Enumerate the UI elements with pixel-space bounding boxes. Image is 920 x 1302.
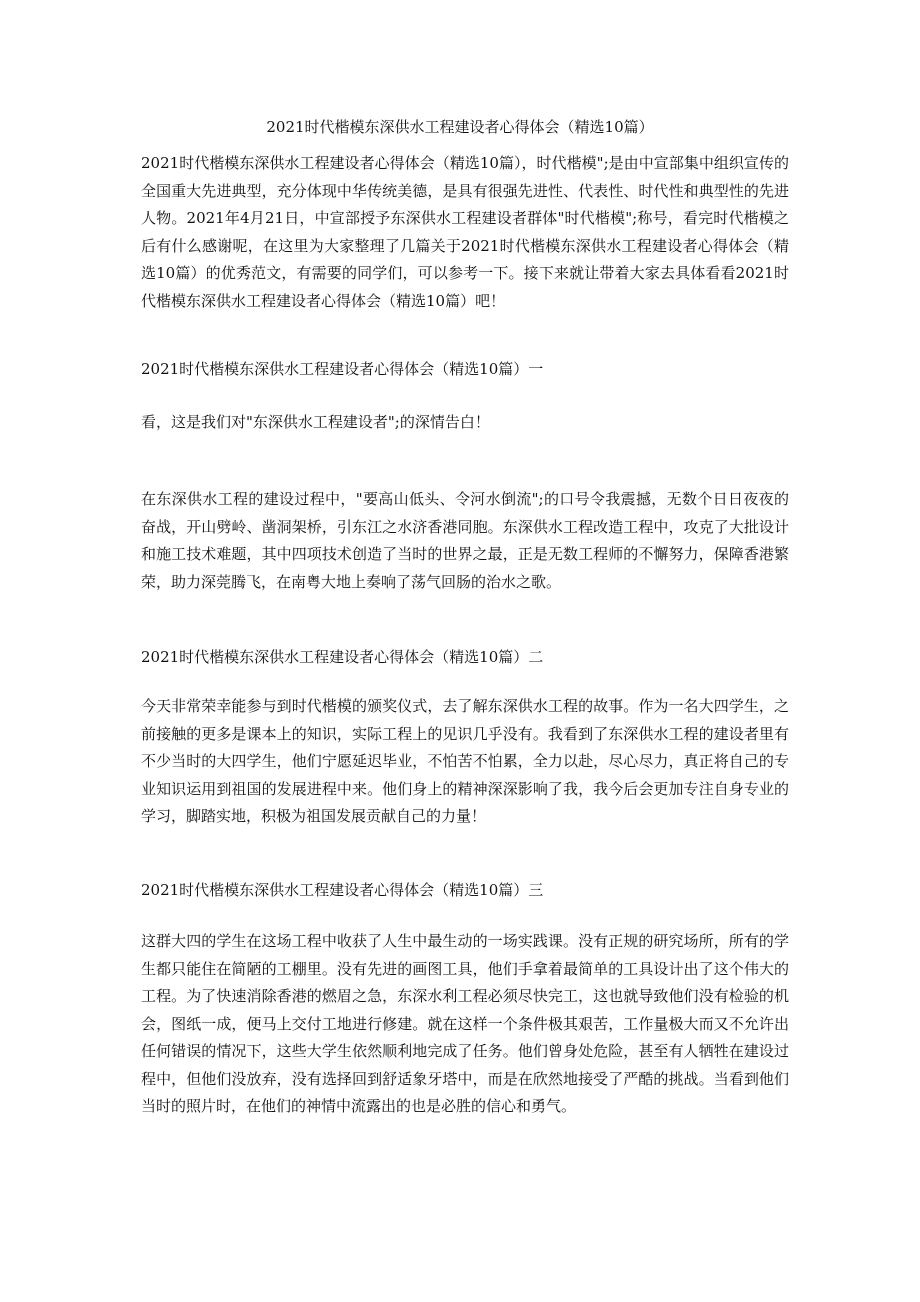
section-2-paragraph-1: 今天非常荣幸能参与到时代楷模的颁奖仪式，去了解东深供水工程的故事。作为一名大四学生，之前接触的更多是课本上的知识，实际工程上的见识几乎没有。我看到了东深供水工程的建设者里有不少当时的大四学生，他们宁愿延迟毕业，不怕苦不怕累，全力以赴，尽心尽力，真正将自己的专业知识运用到祖国的发展进程中来。他们身上的精神深深影响了我，我今后会更加专注自身专业的学习，脚踏实地，积极为祖国发展贡献自己的力量！ (141, 697, 789, 825)
document-title: 2021时代楷模东深供水工程建设者心得体会（精选10篇） (266, 118, 654, 136)
section-3-paragraph-1: 这群大四的学生在这场工程中收获了人生中最生动的一场实践课。没有正规的研究场所，所有的学生都只能住在简陋的工棚里。没有先进的画图工具，他们手拿着最简单的工具设计出了这个伟大的工程。为了快速消除香港的燃眉之急，东深水利工程必须尽快完工，这也就导致他们没有检验的机会，图纸一成，便马上交付工地进行修建。就在这样一个条件极其艰苦，工作量极大而又不允许出任何错误的情况下，这些大学生依然顺利地完成了任务。他们曾身处危险，甚至有人牺牲在建设过程中，但他们没放弃，没有选择回到舒适象牙塔中，而是在欣然地接受了严酷的挑战。当看到他们当时的照片时，在他们的神情中流露出的也是必胜的信心和勇气。 (141, 932, 789, 1115)
section-heading-1: 2021时代楷模东深供水工程建设者心得体会（精选10篇）一 (141, 360, 544, 378)
section-heading-3: 2021时代楷模东深供水工程建设者心得体会（精选10篇）三 (141, 881, 544, 899)
intro-paragraph: 2021时代楷模东深供水工程建设者心得体会（精选10篇），时代楷模";是由中宣部集中组织宣传的全国重大先进典型，充分体现中华传统美德，是具有很强先进性、代表性、时代性和典型性的先进人物。2021年4月21日，中宣部授予东深供水工程建设者群体"时代楷模";称号，看完时代楷模之后有什么感谢呢，在这里为大家整理了几篇关于2021时代楷模东深供水工程建设者心得体会（精选10篇）的优秀范文，有需要的同学们，可以参考一下。接下来就让带着大家去具体看看2021时代楷模东深供水工程建设者心得体会（精选10篇）吧！ (141, 154, 789, 310)
section-1-paragraph-2: 在东深供水工程的建设过程中，"要高山低头、令河水倒流";的口号令我震撼，无数个日日夜夜的奋战，开山劈岭、凿洞架桥，引东江之水济香港同胞。东深供水工程改造工程中，攻克了大批设计和施工技术难题，其中四项技术创造了当时的世界之最，正是无数工程师的不懈努力，保障香港繁荣，助力深莞腾飞，在南粤大地上奏响了荡气回肠的治水之歌。 (141, 490, 789, 591)
section-1-paragraph-1: 看，这是我们对"东深供水工程建设者";的深情告白！ (141, 413, 490, 431)
section-heading-2: 2021时代楷模东深供水工程建设者心得体会（精选10篇）二 (141, 648, 544, 666)
